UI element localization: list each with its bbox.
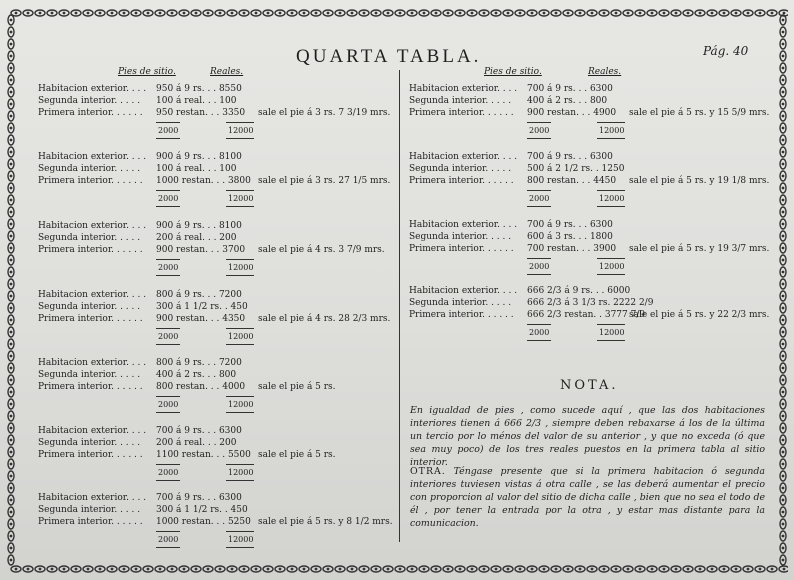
row-calculation: 700 restan. . . 3900 [527, 244, 617, 254]
row-label: Segunda interior. . . . . [409, 298, 512, 308]
sum-rule [226, 531, 254, 532]
sum-rule [156, 190, 180, 191]
row-calculation: 500 á 2 1/2 rs. . 1250 [527, 164, 625, 174]
total-reales: 12000 [228, 332, 254, 341]
row-calculation: 800 á 9 rs. . . 7200 [156, 358, 242, 368]
sum-underline [156, 275, 180, 276]
sum-rule [597, 122, 625, 123]
row-label: Primera interior. . . . . . [409, 244, 514, 254]
row-price-note: sale el pie á 5 rs. [258, 450, 336, 460]
sum-underline [156, 480, 180, 481]
right-reales-header: Reales. [588, 67, 622, 77]
total-pies: 2000 [529, 262, 550, 271]
row-label: Habitacion exterior. . . . [38, 290, 147, 300]
total-pies: 2000 [529, 194, 550, 203]
sum-underline [527, 138, 551, 139]
row-calculation: 300 á 1 1/2 rs. . 450 [156, 505, 248, 515]
row-label: Habitacion exterior. . . . [409, 152, 518, 162]
row-calculation: 666 2/3 á 3 1/3 rs. 2222 2/9 [527, 298, 654, 308]
row-label: Segunda interior. . . . . [38, 233, 141, 243]
row-calculation: 900 restan. . . 4900 [527, 108, 617, 118]
sum-rule [527, 324, 551, 325]
total-reales: 12000 [599, 194, 625, 203]
row-price-note: sale el pie á 5 rs. y 19 1/8 mrs. [629, 176, 770, 186]
sum-rule [156, 328, 180, 329]
row-calculation: 400 á 2 rs. . . 800 [527, 96, 608, 106]
row-calculation: 900 restan. . . 3700 [156, 245, 246, 255]
row-label: Segunda interior. . . . . [38, 164, 141, 174]
row-calculation: 1000 restan. . . 3800 [156, 176, 251, 186]
row-label: Segunda interior. . . . . [38, 370, 141, 380]
sum-underline [597, 138, 625, 139]
total-pies: 2000 [529, 126, 550, 135]
bottom-ornamental-border [6, 562, 788, 576]
row-calculation: 200 á real. . . 200 [156, 233, 237, 243]
row-label: Primera interior. . . . . . [38, 314, 143, 324]
row-label: Habitacion exterior. . . . [38, 426, 147, 436]
sum-underline [527, 274, 551, 275]
sum-rule [597, 258, 625, 259]
row-price-note: sale el pie á 5 rs. y 8 1/2 mrs. [258, 517, 393, 527]
total-reales: 12000 [599, 262, 625, 271]
sum-underline [226, 480, 254, 481]
row-label: Segunda interior. . . . . [38, 302, 141, 312]
sum-rule [156, 259, 180, 260]
total-reales: 12000 [228, 468, 254, 477]
sum-rule [527, 190, 551, 191]
row-calculation: 400 á 2 rs. . . 800 [156, 370, 237, 380]
row-label: Habitacion exterior. . . . [38, 84, 147, 94]
sum-underline [226, 344, 254, 345]
row-calculation: 800 restan. . . 4450 [527, 176, 617, 186]
column-divider [399, 70, 400, 542]
row-calculation: 700 á 9 rs. . . 6300 [156, 426, 242, 436]
row-label: Segunda interior. . . . . [38, 505, 141, 515]
nota-paragraph: En igualdad de pies , como sucede aquí , que las dos habitaciones interiores tienen á 666 2/3 , siempre deben rebaxarse á los de la última un tercio por lo ménos del valor de su anterior , y que no exceda (ó que sea muy poco) de los tres reales puestos en la primera tabla al sitio interior. [410, 405, 765, 468]
row-calculation: 1100 restan. . . 5500 [156, 450, 251, 460]
row-calculation: 800 á 9 rs. . . 7200 [156, 290, 242, 300]
total-reales: 12000 [599, 126, 625, 135]
sum-rule [226, 396, 254, 397]
sum-underline [226, 547, 254, 548]
sum-rule [156, 122, 180, 123]
row-calculation: 700 á 9 rs. . . 6300 [156, 493, 242, 503]
row-price-note: sale el pie á 5 rs. y 22 2/3 mrs. [629, 310, 770, 320]
total-pies: 2000 [158, 194, 179, 203]
otra-text: Téngase presente que si la primera habitacion ó segunda interiores tuviesen vistas á otra calle , se las deberá aumentar el precio con proporcion al valor del sitio de dicha calle , bien que no sea el todo de él , por tener la entrada por la otra , y estar mas distante para la comunicacion. [410, 466, 765, 529]
sum-rule [527, 122, 551, 123]
left-ornamental-border [4, 10, 18, 570]
row-calculation: 700 á 9 rs. . . 6300 [527, 152, 613, 162]
sum-rule [156, 396, 180, 397]
right-pies-header: Pies de sitio. [484, 67, 542, 77]
right-ornamental-border [776, 10, 790, 570]
sum-rule [226, 190, 254, 191]
sum-underline [156, 547, 180, 548]
total-reales: 12000 [228, 263, 254, 272]
row-label: Habitacion exterior. . . . [38, 358, 147, 368]
row-label: Primera interior. . . . . . [409, 176, 514, 186]
total-reales: 12000 [228, 400, 254, 409]
row-calculation: 900 restan. . . 4350 [156, 314, 246, 324]
sum-rule [226, 464, 254, 465]
sum-underline [156, 206, 180, 207]
row-calculation: 666 2/3 restan. . 3777 7/9 [527, 310, 646, 320]
row-label: Segunda interior. . . . . [409, 96, 512, 106]
row-label: Segunda interior. . . . . [38, 96, 141, 106]
left-pies-header: Pies de sitio. [118, 67, 176, 77]
row-calculation: 300 á 1 1/2 rs. . 450 [156, 302, 248, 312]
nota-heading: NOTA. [560, 378, 619, 393]
row-label: Primera interior. . . . . . [38, 450, 143, 460]
sum-underline [226, 412, 254, 413]
sum-underline [226, 206, 254, 207]
row-calculation: 950 restan. . . 3350 [156, 108, 246, 118]
row-calculation: 1000 restan. . . 5250 [156, 517, 251, 527]
sum-rule [226, 328, 254, 329]
top-ornamental-border [6, 6, 788, 20]
total-pies: 2000 [158, 126, 179, 135]
row-label: Primera interior. . . . . . [38, 176, 143, 186]
sum-rule [226, 122, 254, 123]
row-price-note: sale el pie á 3 rs. 27 1/5 mrs. [258, 176, 391, 186]
page-title: QUARTA TABLA. [296, 46, 482, 67]
total-pies: 2000 [158, 535, 179, 544]
sum-underline [226, 138, 254, 139]
row-label: Primera interior. . . . . . [38, 517, 143, 527]
row-label: Habitacion exterior. . . . [409, 220, 518, 230]
row-calculation: 100 á real. . . 100 [156, 164, 237, 174]
sum-rule [156, 531, 180, 532]
row-label: Primera interior. . . . . . [38, 108, 143, 118]
otra-label: OTRA. [410, 466, 446, 477]
row-price-note: sale el pie á 5 rs. y 15 5/9 mrs. [629, 108, 770, 118]
row-calculation: 800 restan. . . 4000 [156, 382, 246, 392]
row-calculation: 900 á 9 rs. . . 8100 [156, 221, 242, 231]
row-calculation: 900 á 9 rs. . . 8100 [156, 152, 242, 162]
sum-underline [597, 340, 625, 341]
row-calculation: 100 á real. . . 100 [156, 96, 237, 106]
total-reales: 12000 [228, 194, 254, 203]
row-calculation: 700 á 9 rs. . . 6300 [527, 220, 613, 230]
sum-rule [226, 259, 254, 260]
row-label: Habitacion exterior. . . . [38, 152, 147, 162]
total-pies: 2000 [158, 263, 179, 272]
row-label: Segunda interior. . . . . [409, 232, 512, 242]
page-number: Pág. 40 [703, 44, 749, 58]
row-label: Habitacion exterior. . . . [409, 286, 518, 296]
row-price-note: sale el pie á 4 rs. 28 2/3 mrs. [258, 314, 391, 324]
row-calculation: 600 á 3 rs. . . 1800 [527, 232, 613, 242]
row-label: Primera interior. . . . . . [409, 108, 514, 118]
row-price-note: sale el pie á 5 rs. y 19 3/7 mrs. [629, 244, 770, 254]
sum-underline [527, 206, 551, 207]
sum-underline [156, 344, 180, 345]
sum-underline [156, 138, 180, 139]
row-label: Habitacion exterior. . . . [38, 221, 147, 231]
row-calculation: 700 á 9 rs. . . 6300 [527, 84, 613, 94]
row-label: Primera interior. . . . . . [38, 245, 143, 255]
sum-rule [527, 258, 551, 259]
row-price-note: sale el pie á 3 rs. 7 3/19 mrs. [258, 108, 391, 118]
total-pies: 2000 [158, 400, 179, 409]
row-calculation: 950 á 9 rs. . . 8550 [156, 84, 242, 94]
row-label: Segunda interior. . . . . [409, 164, 512, 174]
total-reales: 12000 [599, 328, 625, 337]
row-calculation: 666 2/3 á 9 rs. . . 6000 [527, 286, 631, 296]
row-label: Segunda interior. . . . . [38, 438, 141, 448]
sum-underline [597, 206, 625, 207]
total-pies: 2000 [158, 468, 179, 477]
sum-underline [226, 275, 254, 276]
row-label: Habitacion exterior. . . . [409, 84, 518, 94]
left-reales-header: Reales. [210, 67, 244, 77]
sum-rule [597, 190, 625, 191]
row-calculation: 200 á real. . . 200 [156, 438, 237, 448]
total-pies: 2000 [529, 328, 550, 337]
row-label: Primera interior. . . . . . [409, 310, 514, 320]
row-label: Primera interior. . . . . . [38, 382, 143, 392]
sum-rule [597, 324, 625, 325]
sum-rule [156, 464, 180, 465]
row-price-note: sale el pie á 4 rs. 3 7/9 mrs. [258, 245, 385, 255]
total-reales: 12000 [228, 126, 254, 135]
total-pies: 2000 [158, 332, 179, 341]
sum-underline [156, 412, 180, 413]
row-price-note: sale el pie á 5 rs. [258, 382, 336, 392]
otra-paragraph [410, 465, 765, 530]
row-label: Habitacion exterior. . . . [38, 493, 147, 503]
sum-underline [527, 340, 551, 341]
sum-underline [597, 274, 625, 275]
total-reales: 12000 [228, 535, 254, 544]
